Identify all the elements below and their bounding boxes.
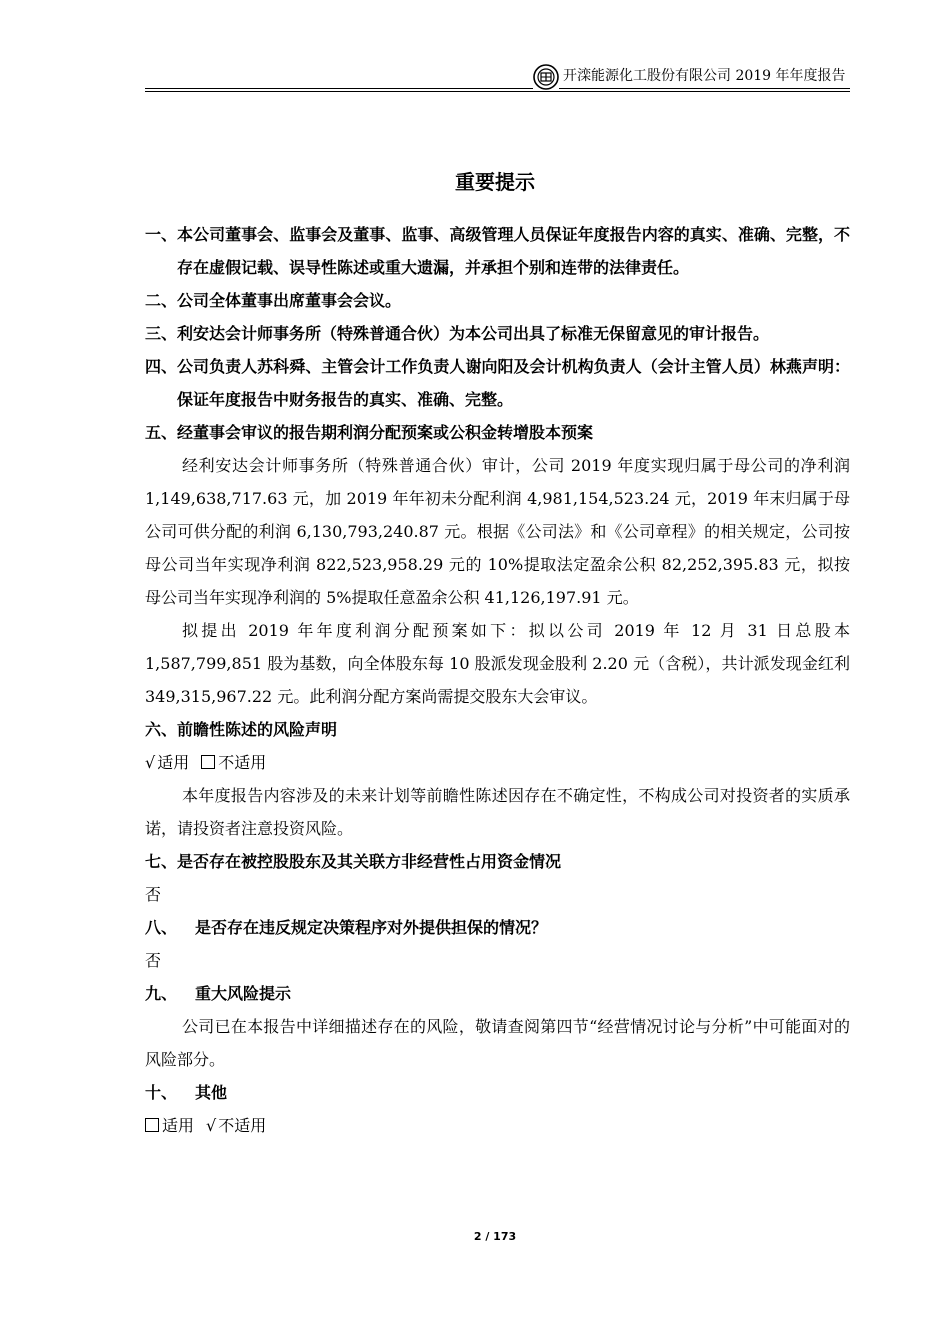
check-mark-icon: √ bbox=[206, 1116, 217, 1135]
company-logo-icon bbox=[533, 64, 559, 90]
check-mark-icon: √ bbox=[145, 753, 156, 772]
item-7 bbox=[145, 845, 850, 878]
item-6-number: 六、 bbox=[145, 720, 178, 739]
page-header bbox=[145, 62, 850, 92]
item-5-text: 经董事会审议的报告期利润分配预案或公积金转增股本预案 bbox=[177, 423, 594, 442]
item-10-number: 十、 bbox=[145, 1083, 178, 1102]
option-applicable: 适用 bbox=[162, 1116, 195, 1135]
item-4-text: 公司负责人苏科舜、主管会计工作负责人谢向阳及会计机构负责人（会计主管人员）林燕声明：保证年度报告中财务报告的真实、准确、完整。 bbox=[177, 357, 850, 409]
item-2 bbox=[145, 284, 850, 317]
item-6 bbox=[145, 713, 850, 746]
item-6-paragraph: 本年度报告内容涉及的未来计划等前瞻性陈述因存在不确定性，不构成公司对投资者的实质承诺，请投资者注意投资风险。 bbox=[145, 786, 850, 838]
item-1-number: 一、 bbox=[145, 225, 178, 244]
document-body bbox=[145, 218, 850, 1142]
item-10-text: 其他 bbox=[195, 1083, 228, 1102]
item-6-text: 前瞻性陈述的风险声明 bbox=[177, 720, 338, 739]
item-3-number: 三、 bbox=[145, 324, 178, 343]
item-5-number: 五、 bbox=[145, 423, 178, 442]
item-9-paragraph: 公司已在本报告中详细描述存在的风险，敬请查阅第四节“经营情况讨论与分析”中可能面对的风险部分。 bbox=[145, 1017, 850, 1069]
item-5 bbox=[145, 416, 850, 449]
item-4-number: 四、 bbox=[145, 357, 178, 376]
empty-checkbox-icon bbox=[145, 1118, 159, 1132]
item-10-options bbox=[145, 1109, 850, 1142]
item-4 bbox=[145, 350, 850, 416]
item-3 bbox=[145, 317, 850, 350]
item-8-answer: 否 bbox=[145, 951, 162, 970]
item-2-text: 公司全体董事出席董事会会议。 bbox=[177, 291, 402, 310]
item-7-text: 是否存在被控股股东及其关联方非经营性占用资金情况 bbox=[177, 852, 562, 871]
item-1-text: 本公司董事会、监事会及董事、监事、高级管理人员保证年度报告内容的真实、准确、完整，不存在虚假记载、误导性陈述或重大遗漏，并承担个别和连带的法律责任。 bbox=[177, 225, 850, 277]
item-5-paragraph-2: 拟提出 2019 年年度利润分配预案如下：拟以公司 2019 年 12 月 31 日总股本 1,587,799,851 股为基数，向全体股东每 10 股派发现金股利 2.20 元（含税），共计派发现金红利 349,315,967.22 元。此利润分配方案尚需提交股东大会审议。 bbox=[145, 621, 850, 706]
item-9-text: 重大风险提示 bbox=[195, 984, 292, 1003]
item-1 bbox=[145, 218, 850, 284]
item-8 bbox=[145, 911, 850, 944]
header-rule-thin bbox=[145, 91, 850, 92]
header-rule bbox=[145, 88, 850, 89]
header-report-title: 开滦能源化工股份有限公司 2019 年年度报告 bbox=[563, 65, 848, 85]
option-applicable: 适用 bbox=[157, 753, 190, 772]
item-10 bbox=[145, 1076, 850, 1109]
item-9 bbox=[145, 977, 850, 1010]
page-title: 重要提示 bbox=[455, 170, 535, 194]
option-not-applicable: 不适用 bbox=[218, 1116, 267, 1135]
item-5-paragraph-1: 经利安达会计师事务所（特殊普通合伙）审计，公司 2019 年度实现归属于母公司的净利润 1,149,638,717.63 元，加 2019 年年初未分配利润 4,981,154,523.24 元，2019 年末归属于母公司可供分配的利润 6,130,793,240.87 元。根据《公司法》和《公司章程》的相关规定，公司按母公司当年实现净利润 822,523,958.29 元的 10%提取法定盈余公积 82,252,395.83 元，拟按母公司当年实现净利润的 5%提取任意盈余公积 41,126,197.91 元。 bbox=[145, 456, 850, 607]
item-3-text: 利安达会计师事务所（特殊普通合伙）为本公司出具了标准无保留意见的审计报告。 bbox=[177, 324, 770, 343]
item-7-number: 七、 bbox=[145, 852, 178, 871]
page-number: 2 / 173 bbox=[473, 1230, 517, 1243]
item-9-number: 九、 bbox=[145, 984, 178, 1003]
item-2-number: 二、 bbox=[145, 291, 178, 310]
item-8-text: 是否存在违反规定决策程序对外提供担保的情况？ bbox=[195, 918, 548, 937]
item-7-answer: 否 bbox=[145, 885, 162, 904]
item-6-options bbox=[145, 746, 850, 779]
empty-checkbox-icon bbox=[201, 755, 215, 769]
item-8-number: 八、 bbox=[145, 918, 178, 937]
option-not-applicable: 不适用 bbox=[218, 753, 267, 772]
